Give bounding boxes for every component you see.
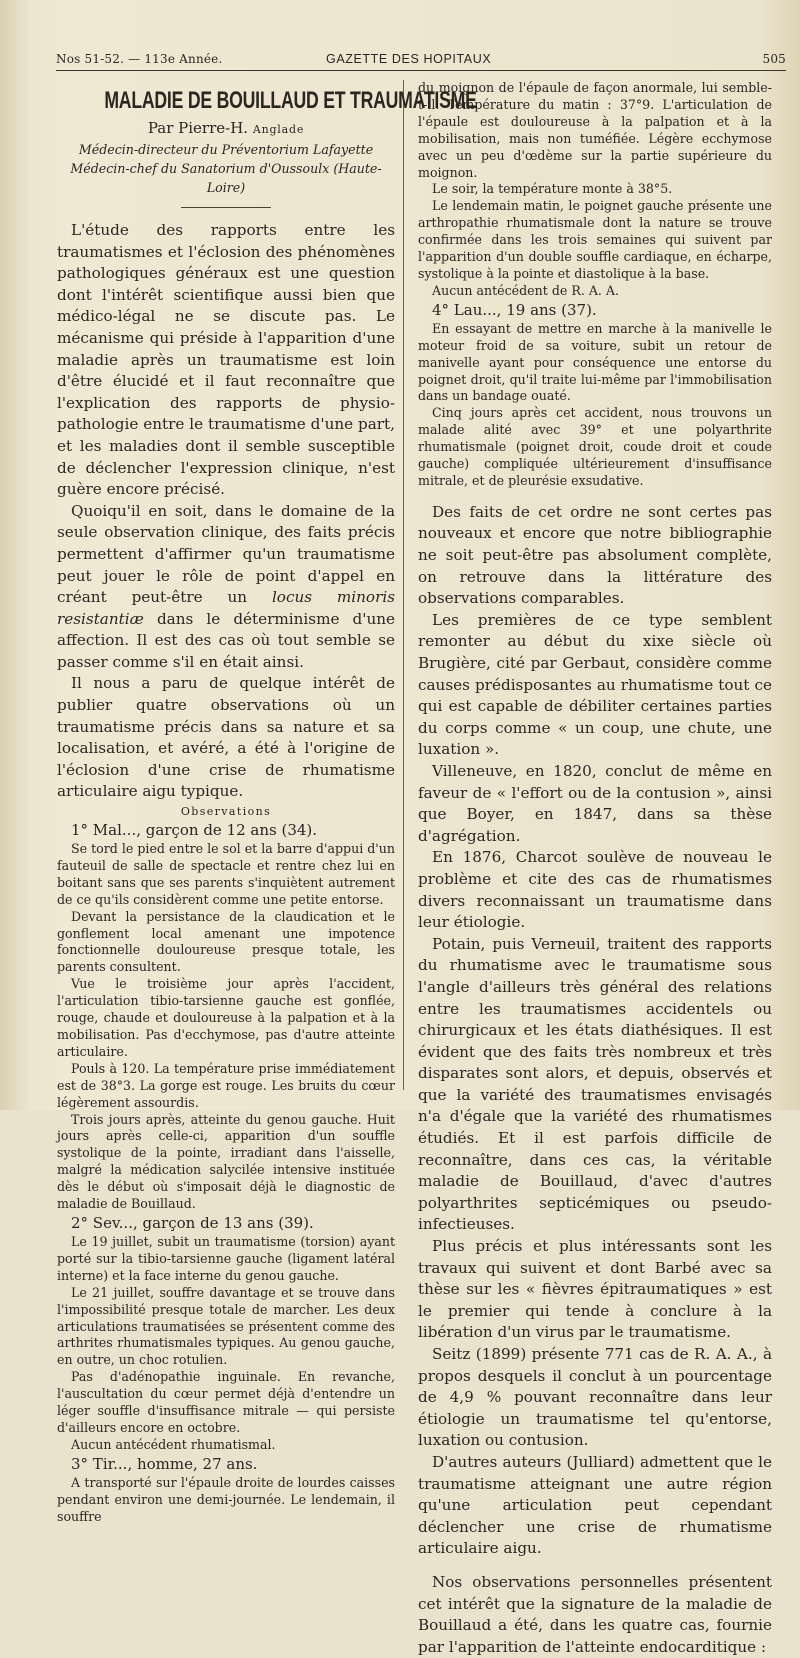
header-rule bbox=[56, 70, 786, 71]
intro-paragraph-2-text-b: dans le déterminisme d'une affection. Il est des cas où tout semble se passer comme s'il en était ainsi. bbox=[57, 609, 395, 671]
case-4-paragraph: En essayant de mettre en marche à la manivelle le moteur froid de sa voiture, subit un retour de manivelle ayant pour conséquence une entorse du poignet droit, qu'il traite lui-même par l'immobilisation dans un bandage ouaté. bbox=[418, 320, 772, 404]
author-affiliation-2: Médecin-chef du Sanatorium d'Oussoulx (Haute-Loire) bbox=[70, 161, 382, 195]
case-2-paragraph: Aucun antécédent rhumatismal. bbox=[71, 1436, 276, 1452]
intro-paragraph-2 bbox=[57, 501, 395, 674]
discussion-paragraph: Nos observations personnelles présentent cet intérêt que la signature de la maladie de Bouillaud a été, dans les quatre cas, fournie par l'apparition de l'atteinte endocarditique : bbox=[418, 1572, 772, 1656]
discussion-paragraph: En 1876, Charcot soulève de nouveau le problème et cite des cas de rhumatismes divers reconnaissant un traumatisme dans leur étiologie. bbox=[418, 848, 772, 932]
discussion-paragraph: Les premières de ce type semblent remonter au début du xixe siècle où Brugière, cité par Gerbaut, considère comme causes prédisposantes au rhumatisme tout ce qui est capable de débiliter certaines parties du corps comme « un coup, une chute, une luxation ». bbox=[418, 610, 772, 759]
case-3-paragraph: Aucun antécédent de R. A. A. bbox=[432, 282, 620, 298]
discussion-paragraph: Plus précis et plus intéressants sont les travaux qui suivent et dont Barbé avec sa thèse sur les « fièvres épitraumatiques » est le premier qui tende à conclure à la libération d'un virus par le traumatisme. bbox=[418, 1237, 772, 1342]
left-column bbox=[57, 80, 477, 1525]
page-number: 505 bbox=[762, 52, 786, 66]
running-header bbox=[56, 52, 786, 70]
article-title: MALADIE DE BOUILLAUD ET TRAUMATISME bbox=[104, 87, 477, 114]
author-line bbox=[57, 118, 395, 140]
case-2-paragraph: Pas d'adénopathie inguinale. En revanche, l'auscultation du cœur permet déjà d'entendre un léger souffle d'insuffisance mitrale — qui persiste d'ailleurs encore en octobre. bbox=[57, 1369, 395, 1435]
column-divider bbox=[403, 80, 404, 1090]
observations-heading: Observations bbox=[180, 805, 272, 819]
case-3-paragraph: Le lendemain matin, le poignet gauche présente une arthropathie rhumatismale dont la nature se trouve confirmée dans les trois semaines qui suivent par l'apparition d'un double souffle cardiaque, en écharpe, systolique à la pointe et diastolique à la base. bbox=[418, 198, 772, 281]
case-4-title: 4° Lau..., 19 ans (37). bbox=[432, 300, 597, 319]
right-column bbox=[418, 80, 772, 1658]
case-3-paragraph: du moignon de l'épaule de façon anormale, lui semble-t-il. Température du matin : 37°9. L'articulation de l'épaule est douloureuse à la palpation et à la mobilisation, mais non tuméfiée. Légère ecchymose avec un peu d'œdème sur la partie supérieure du moignon. bbox=[418, 80, 772, 180]
intro-paragraph-2-latin: locus minoris resistantiæ bbox=[57, 588, 395, 628]
journal-title: GAZETTE DES HOPITAUX bbox=[326, 52, 492, 66]
discussion-paragraph: D'autres auteurs (Julliard) admettent que le traumatisme atteignant une autre région qu'une articulation peut cependant déclencher une crise de rhumatisme articulaire aigu. bbox=[418, 1452, 772, 1558]
case-2-paragraph: Le 19 juillet, subit un traumatisme (torsion) ayant porté sur la tibio-tarsienne gauche (ligament latéral interne) et la face interne du genou gauche. bbox=[57, 1233, 395, 1283]
case-1-paragraph: Devant la persistance de la claudication et le gonflement local amenant une impotence fonctionnelle douloureuse presque totale, les parents consultent. bbox=[57, 908, 395, 975]
section-gap bbox=[418, 490, 772, 502]
author-prefix: Par Pierre-H. bbox=[147, 119, 253, 137]
issue-number: Nos 51-52. — 113e Année. bbox=[56, 52, 223, 66]
case-4-paragraph: Cinq jours après cet accident, nous trouvons un malade alité avec 39° et une polyarthrite rhumatismale (poignet droit, coude droit et coude gauche) compliquée ultérieurement d'insuffisance mitrale, et de pleurésie exsudative. bbox=[418, 405, 772, 488]
case-2-paragraph: Le 21 juillet, souffre davantage et se trouve dans l'impossibilité presque totale de marcher. Les deux articulations traumatisées se présentent comme des arthrites rhumatismales typiques. Au genou gauche, en outre, un choc rotulien. bbox=[57, 1284, 395, 1368]
intro-paragraph-2-text-a: Quoiqu'il en soit, dans le domaine de la seule observation clinique, des faits précis permettent d'affirmer qu'un traumatisme peut jouer le rôle de point d'appel en créant peut-être un bbox=[57, 501, 395, 607]
author-name: Anglade bbox=[252, 123, 305, 136]
title-separator bbox=[181, 207, 271, 208]
case-3-paragraph: A transporté sur l'épaule droite de lourdes caisses pendant environ une demi-journée. Le lendemain, il souffre bbox=[57, 1474, 395, 1524]
case-1-paragraph: Vue le troisième jour après l'accident, l'articulation tibio-tarsienne gauche est gonflée, rouge, chaude et douloureuse à la palpation et à la mobilisation. Pas d'ecchymose, pas d'autre atteinte articulaire. bbox=[57, 976, 395, 1059]
intro-paragraph-3: Il nous a paru de quelque intérêt de publier quatre observations où un traumatisme précis dans sa nature et sa localisation, et avéré, a été à l'origine de l'éclosion d'une crise de rhumatisme articulaire aigu typique. bbox=[57, 674, 395, 801]
author-affiliation-1: Médecin-directeur du Préventorium Lafayette bbox=[78, 142, 374, 157]
discussion-paragraph: Des faits de cet ordre ne sont certes pas nouveaux et encore que notre bibliographie ne soit peut-être pas absolument complète, on retrouve dans la littérature des observations comparables. bbox=[418, 502, 772, 608]
intro-paragraph-1: L'étude des rapports entre les traumatismes et l'éclosion des phénomènes pathologiques généraux est une question dont l'intérêt scientifique aussi bien que médico-légal ne se discute pas. Le mécanisme qui préside à l'apparition d'une maladie après un traumatisme est loin d'être élucidé et il faut reconnaître que l'explication des rapports de physio-pathologie entre le traumatisme d'une part, et les maladies dont il semble susceptible de déclencher l'expression clinique, n'est guère encore précisé. bbox=[57, 221, 395, 499]
discussion-paragraph: Seitz (1899) présente 771 cas de R. A. A., à propos desquels il conclut à un pourcentage de 4,9 % pouvant reconnaître dans leur étiologie un traumatisme tel qu'entorse, luxation ou contusion. bbox=[418, 1345, 772, 1450]
case-2-title: 2° Sev..., garçon de 13 ans (39). bbox=[71, 1213, 314, 1232]
case-1-paragraph: Se tord le pied entre le sol et la barre d'appui d'un fauteuil de salle de spectacle et rentre chez lui en boitant sans que ses parents s'inquiètent autrement de ce qu'ils considèrent comme une petite entorse. bbox=[57, 841, 395, 907]
case-3-title: 3° Tir..., homme, 27 ans. bbox=[71, 1454, 258, 1473]
case-1-title: 1° Mal..., garçon de 12 ans (34). bbox=[71, 821, 318, 840]
section-gap bbox=[418, 1560, 772, 1572]
discussion-paragraph: Potain, puis Verneuil, traitent des rapports du rhumatisme avec le traumatisme sous l'angle d'ailleurs très général des relations entre les traumatismes accidentels ou chirurgicaux et les états diathésiques. Il est évident que des faits très nombreux et très disparates sont alors, et depuis, observés et que la variété des traumatismes envisagés n'a d'égale que la variété des rhumatismes étudiés. Et il est parfois difficile de reconnaître, dans ces cas, la véritable maladie de Bouillaud, d'avec d'autres polyarthrites septicémiques ou pseudo-infectieuses. bbox=[418, 934, 772, 1234]
case-3-paragraph: Le soir, la température monte à 38°5. bbox=[432, 181, 673, 197]
discussion-paragraph: Villeneuve, en 1820, conclut de même en faveur de « l'effort ou de la contusion », ainsi que Boyer, en 1847, dans sa thèse d'agrégation. bbox=[418, 761, 772, 845]
case-1-paragraph: Pouls à 120. La température prise immédiatement est de 38°3. La gorge est rouge. Les bruits du cœur légèrement assourdis. bbox=[57, 1060, 395, 1110]
case-1-paragraph: Trois jours après, atteinte du genou gauche. Huit jours après celle-ci, apparition d'un souffle systolique de la pointe, irradiant dans l'aisselle, malgré la médication salycilée intensive instituée dès le début où s'imposait déjà le diagnostic de maladie de Bouillaud. bbox=[57, 1111, 395, 1212]
